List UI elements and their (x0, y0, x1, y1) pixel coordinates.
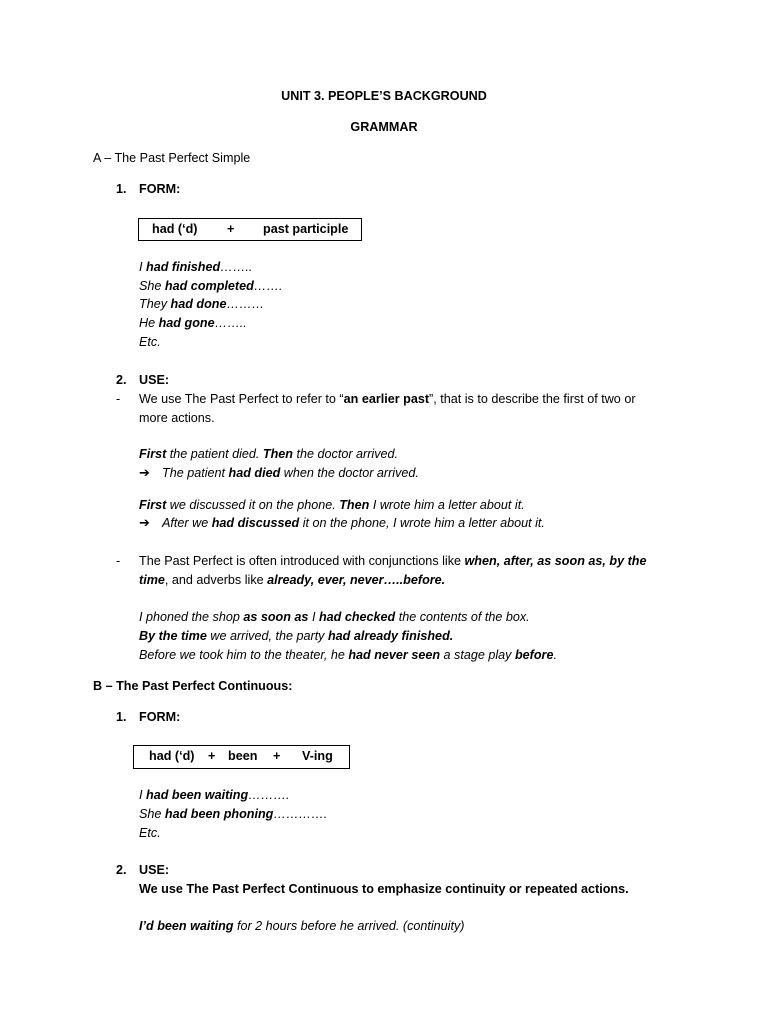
b-example-line: She had been phoning…………. (139, 807, 328, 821)
formula-had: had (‘d) (152, 222, 198, 236)
b-use-number: 2. (116, 863, 127, 877)
section-a-heading: A – The Past Perfect Simple (93, 151, 251, 165)
formula-plus: + (208, 749, 216, 763)
a-use-paragraph: We use The Past Perfect to refer to “an earlier past”, that is to describe the first of two or (139, 392, 636, 406)
a-form-label: FORM: (139, 182, 181, 196)
a-example-line: She had completed……. (139, 279, 283, 293)
a-example-line: Etc. (139, 335, 161, 349)
a-use-example: First the patient died. Then the doctor arrived. (139, 447, 399, 461)
bullet-dash: - (116, 554, 121, 568)
formula-past-participle: past participle (263, 222, 349, 236)
a-use-number: 2. (116, 373, 127, 387)
a-use-example: Before we took him to the theater, he had never seen a stage play before. (139, 648, 557, 662)
arrow-right-icon: ➔ (139, 465, 150, 480)
b-form-number: 1. (116, 710, 127, 724)
formula-v-ing: V-ing (302, 749, 333, 763)
b-use-example: I’d been waiting for 2 hours before he arrived. (continuity) (139, 919, 465, 933)
b-form-label: FORM: (139, 710, 181, 724)
a-formula-box (138, 218, 362, 241)
b-use-paragraph: We use The Past Perfect Continuous to emphasize continuity or repeated actions. (139, 882, 629, 896)
a-example-line: They had done……… (139, 297, 265, 311)
a-use-example: I phoned the shop as soon as I had checked the contents of the box. (139, 610, 530, 624)
b-formula-box (133, 745, 350, 769)
a-use-paragraph-cont: time, and adverbs like already, ever, never…..before. (139, 573, 446, 587)
page-subtitle: GRAMMAR (350, 120, 418, 134)
a-use-example: By the time we arrived, the party had already finished. (139, 629, 454, 643)
a-form-number: 1. (116, 182, 127, 196)
formula-plus: + (227, 222, 235, 236)
arrow-right-icon: ➔ (139, 515, 150, 530)
a-use-example: First we discussed it on the phone. Then I wrote him a letter about it. (139, 498, 525, 512)
b-example-line: I had been waiting………. (139, 788, 290, 802)
formula-been: been (228, 749, 258, 763)
b-use-label: USE: (139, 863, 170, 877)
page-title: UNIT 3. PEOPLE’S BACKGROUND (281, 89, 487, 103)
bullet-dash: - (116, 392, 121, 406)
a-use-label: USE: (139, 373, 170, 387)
a-example-line: I had finished…….. (139, 260, 253, 274)
formula-had: had (‘d) (149, 749, 195, 763)
a-use-example-result: After we had discussed it on the phone, I wrote him a letter about it. (162, 516, 545, 530)
a-use-paragraph: The Past Perfect is often introduced with conjunctions like when, after, as soon as, by the (139, 554, 647, 568)
b-example-line: Etc. (139, 826, 161, 840)
a-use-paragraph-cont: more actions. (139, 411, 215, 425)
formula-plus: + (273, 749, 281, 763)
a-use-example-result: The patient had died when the doctor arrived. (162, 466, 419, 480)
a-example-line: He had gone…….. (139, 316, 247, 330)
section-b-heading: B – The Past Perfect Continuous: (93, 679, 293, 693)
